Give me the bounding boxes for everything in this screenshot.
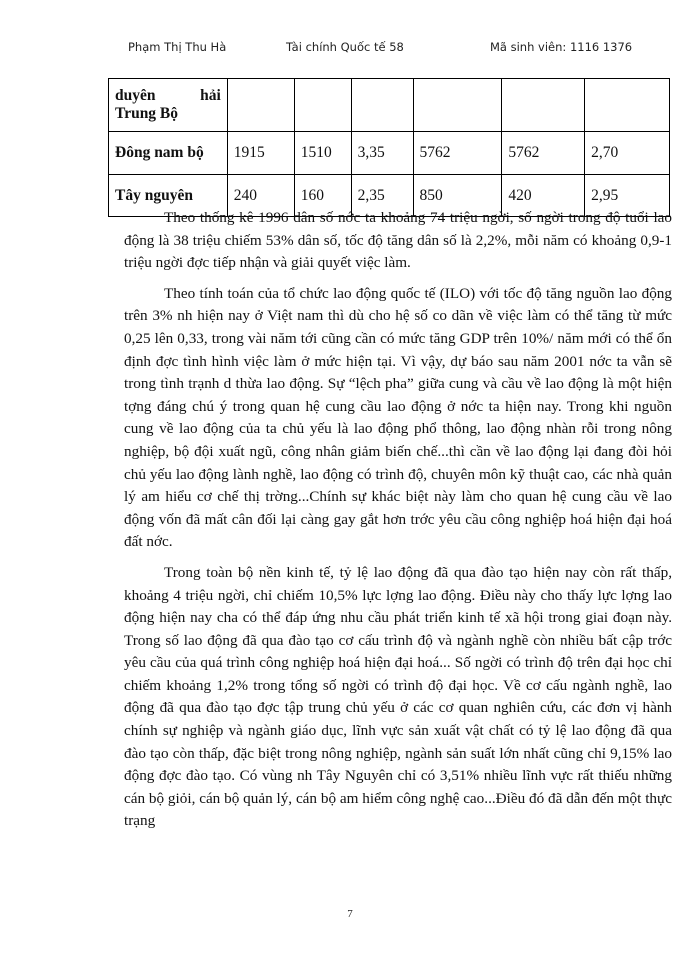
page-header xyxy=(0,40,700,60)
paragraph: Theo tính toán của tổ chức lao động quốc tế (ILO) với tốc độ tăng nguồn lao động trên 3% nh hiện nay ở Việt nam thì dù cho hệ số co dãn về việc làm có thể tăng từ mức 0,25 lên 0,33, trong vài năm tới cũng cần có mức tăng GDP trên 10%/ năm mới có thể ổn định đợc tình hình việc làm ở mức hiện tại. Vì vậy, dự báo sau năm 2001 nớc ta vẫn sẽ trong tình trạnh d thừa lao động. Sự “lệch pha” giữa cung và cầu về lao động là một hiện tợng đáng chú ý trong quan hệ cung cầu lao động ở nớc ta hiện nay. Trong khi nguồn cung về lao động của ta chủ yếu là lao động phổ thông, lao động nhàn rỗi trong nông nghiệp, bộ đội xuất ngũ, công nhân giảm biến chế...thì cần về lao động lại đang đòi hỏi chủ yếu lao động lành nghề, lao động có trình độ, chuyên môn kỹ thuật cao, các nhà quản lý am hiểu cơ chế thị trờng...Chính sự khác biệt này làm cho quan hệ cung cầu về lao động vốn đã mất cân đối lại càng gay gắt hơn trớc yêu cầu công nghiệp hoá hiện đại hoá đất nớc. xyxy=(124,284,672,551)
table-cell xyxy=(585,79,670,132)
table-cell: 5762 xyxy=(502,132,585,175)
table-cell: 3,35 xyxy=(351,132,413,175)
table-cell: 1915 xyxy=(227,132,294,175)
region-label-part: hải xyxy=(200,87,221,104)
header-author: Phạm Thị Thu Hà xyxy=(128,40,227,54)
region-label: Đông nam bộ xyxy=(109,132,228,175)
table-cell: 850 xyxy=(413,175,502,217)
population-table xyxy=(108,78,670,217)
table-cell: 1510 xyxy=(294,132,351,175)
table-cell: 2,70 xyxy=(585,132,670,175)
table-cell: 420 xyxy=(502,175,585,217)
table-cell xyxy=(502,79,585,132)
region-label: Tây nguyên xyxy=(109,175,228,217)
table-cell xyxy=(413,79,502,132)
region-label-part: duyên xyxy=(115,87,156,104)
region-label xyxy=(109,79,228,132)
paragraph: Theo thống kê 1996 dân số nớc ta khoảng 74 triệu ngời, số ngời trong độ tuổi lao động là 38 triệu chiếm 53% dân số, tốc độ tăng dân số là 2,2%, mỗi năm có khoảng 0,9-1 triệu ngời đợc tiếp nhận và giải quyết việc làm. xyxy=(124,209,672,272)
region-label-part: Trung Bộ xyxy=(115,105,179,122)
table-row xyxy=(109,132,670,175)
body-text xyxy=(124,207,672,841)
table-cell: 2,35 xyxy=(351,175,413,217)
table-cell xyxy=(294,79,351,132)
table-cell xyxy=(227,79,294,132)
header-student-id: Mã sinh viên: 1116 1376 xyxy=(490,40,633,54)
table-row xyxy=(109,79,670,132)
table-cell: 240 xyxy=(227,175,294,217)
header-class: Tài chính Quốc tế 58 xyxy=(286,40,404,54)
table-cell: 5762 xyxy=(413,132,502,175)
page-number: 7 xyxy=(347,908,353,920)
paragraph: Trong toàn bộ nền kinh tế, tỷ lệ lao động đã qua đào tạo hiện nay còn rất thấp, khoảng 4 triệu ngời, chỉ chiếm 10,5% lực lợng lao động. Điều này cho thấy lực lợng lao động hiện nay cha có thể đáp ứng nhu cầu phát triển kinh tế xã hội trong giai đoạn này. Trong số lao động đã qua đào tạo cơ cấu trình độ và ngành nghề còn nhiều bất cập trớc yêu cầu của quá trình công nghiệp hoá hiện đại hoá... Số ngời có trình độ trên đại học chỉ chiếm khoảng 1,2% trong tổng số ngời có trình độ đại học. Về cơ cấu ngành nghề, lao động đã qua đào tạo đợc tập trung chủ yếu ở các cơ quan nghiên cứu, các đơn vị hành chính sự nghiệp và ngành giáo dục, lĩnh vực sản xuất vật chất có tỷ lệ lao động đã qua đào tạo còn thấp, đặc biệt trong nông nghiệp, ngành sản suất lớn nhất cũng chỉ 9,15% lao động đợc đào tạo. Có vùng nh Tây Nguyên chỉ có 3,51% nhiều lĩnh vực rất thiếu những cán bộ giỏi, cán bộ quản lý, cán bộ am hiểm công nghệ cao...Điều đó đã dẫn đến một thực trạng xyxy=(124,563,672,830)
table-cell: 160 xyxy=(294,175,351,217)
table-cell: 2,95 xyxy=(585,175,670,217)
table-cell xyxy=(351,79,413,132)
